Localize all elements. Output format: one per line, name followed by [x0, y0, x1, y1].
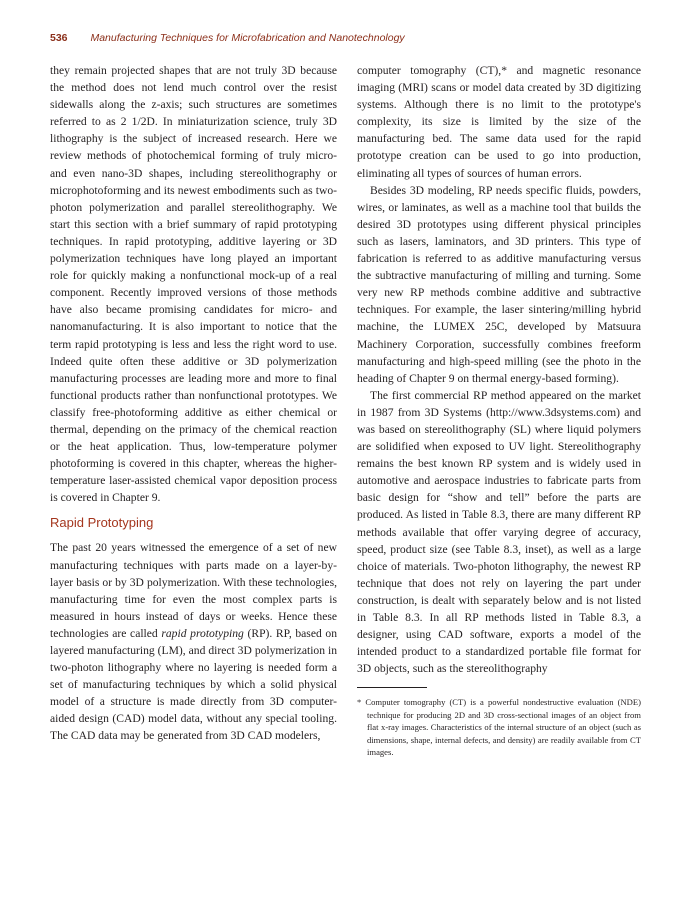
- body-paragraph: computer tomography (CT),* and magnetic resonance imaging (MRI) scans or model data created by 3D digitizing systems. Although there is no limit to the prototype's complexity, its size is limited by the size of the manufacturing bed. The same data used for the rapid prototype creation can be used to go into production, eliminating all types of sources of human errors.: [357, 64, 641, 180]
- right-column: [357, 62, 641, 758]
- body-paragraph: they remain projected shapes that are not truly 3D because the method does not lend much control over the resist sidewalls along the z-axis; such structures are sometimes referred to as 2 1/2D. In miniaturization science, truly 3D lithography is the subject of increased research. Here we review methods of photochemical forming of truly micro- and even nano-3D shapes, including stereolithography or microphotoforming and its newest embodiments such as two-photon polymerization and parallel stereolithography. We start this section with a brief summary of rapid prototyping techniques. In rapid prototyping, additive layering or 3D polymerization techniques have long played an important role for quickly making a nonfunctional mock-up of a real component. Recently improved versions of those methods have also became promising candidates for micro- and nanomanufacturing. It is also important to notice that the term rapid prototyping is less and less the right word to use. Indeed quite often these additive or 3D polymerization manufacturing processes are leading more and more to final functional products rather than nonfunctional prototypes. We classify free-photoforming additive as either chemical or thermal, depending on the primacy of the chemical reaction or the heat application. Thus, low-temperature polymer photoforming is covered in this chapter, whereas the higher-temperature laser-assisted chemical vapor deposition process is covered in Chapter 9.: [50, 64, 337, 505]
- footnote-divider: [357, 687, 427, 688]
- running-title: Manufacturing Techniques for Microfabrication and Nanotechnology: [90, 32, 405, 44]
- section-heading: Rapid Prototyping: [50, 515, 154, 531]
- body-paragraph: Besides 3D modeling, RP needs specific fluids, powders, wires, or laminates, as well as a machine tool that builds the desired 3D prototypes using different physical principles such as lasers, laminators, and 3D printers. This type of fabrication is referred to as additive manufacturing versus the subtractive manufacturing of milling and turning. Some very new RP methods combine additive and subtractive techniques. For example, the laser sintering/milling hybrid machine, the LUMEX 25C, developed by Matsuura Machinery Corporation, successfully combines freeform manufacturing and high-speed milling (see the photo in the heading of Chapter 9 on thermal energy-based forming).: [357, 183, 641, 385]
- running-head: [50, 32, 405, 46]
- left-column: [50, 62, 337, 745]
- body-paragraph: [50, 539, 337, 744]
- body-paragraph: The first commercial RP method appeared on the market in 1987 from 3D Systems (http://www.3dsystems.com) and was based on stereolithography (SL) where liquid polymers are solidified when exposed to UV light. Stereolithography remains the best known RP system and is widely used in automotive and aerospace industries to fabricate parts from basic design for “show and tell” before the parts are produced. As listed in Table 8.3, there are many different RP methods available that offer varying degree of accuracy, speed, product size (see Table 8.3, inset), as well as a large choice of materials. Two-photon lithography, the newest RP technique that does not rely on layering the part under construction, is dealt with separately below and is not listed in Table 8.3. In all RP methods listed in Table 8.3, a designer, using CAD software, exports a model of the intended product to a standardized portable file format for 3D objects, such as the stereolithography: [357, 388, 641, 676]
- paragraph-text: (RP). RP, based on layered manufacturing (LM), and direct 3D polymerization in two-photon lithography where no layering is needed form a set of manufacturing techniques by which a solid physical model of a structure is made directly from 3D computer-aided design (CAD) model data, without any special tooling. The CAD data may be generated from 3D CAD modelers,: [50, 626, 337, 743]
- footnote: * Computer tomography (CT) is a powerful nondestructive evaluation (NDE) technique for producing 2D and 3D cross-sectional images of an object from flat x-ray images. Characteristics of the internal structure of an object (such as dimensions, shape, internal defects, and density) are readily available from CT images.: [357, 697, 641, 757]
- page-number: 536: [50, 32, 68, 44]
- paragraph-text: The past 20 years witnessed the emergence of a set of new manufacturing techniques with parts made on a layer-by-layer basis or by 3D polymerization. With these technologies, manufacturing time for even the most complex parts is measured in hours instead of days or weeks. Hence these technologies are called: [50, 541, 337, 640]
- italic-term: rapid prototyping: [161, 626, 244, 640]
